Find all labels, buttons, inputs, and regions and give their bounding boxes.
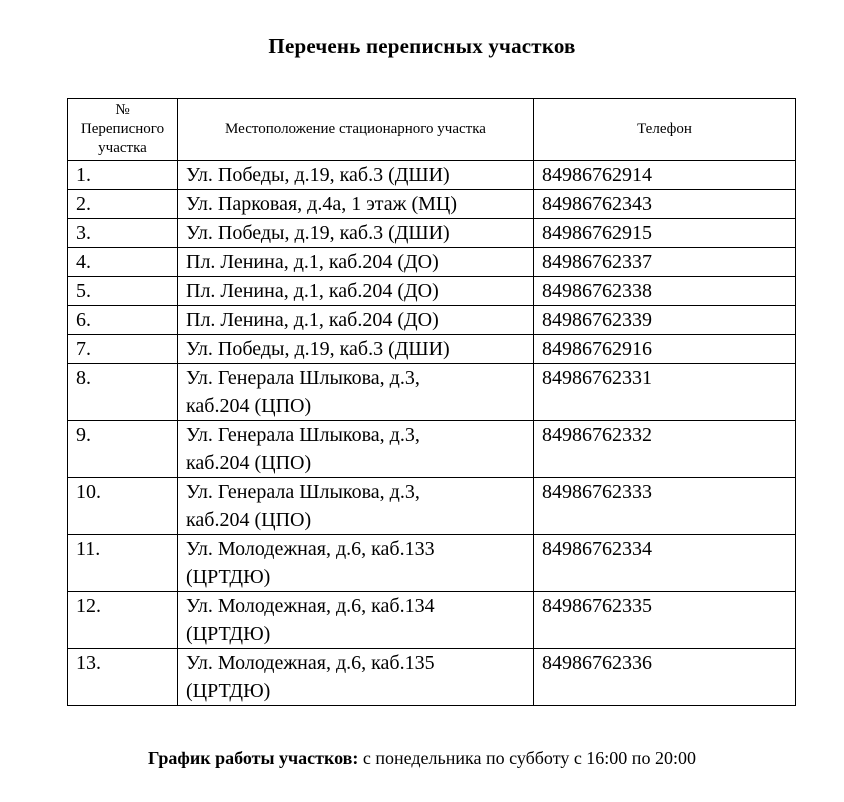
cell-location: Ул. Генерала Шлыкова, д.3, каб.204 (ЦПО) [178, 364, 534, 421]
table-row [68, 219, 796, 248]
table-row [68, 190, 796, 219]
table-row [68, 478, 796, 535]
table-row [68, 535, 796, 592]
table-row [68, 649, 796, 706]
cell-number: 11. [68, 535, 178, 592]
cell-location: Ул. Победы, д.19, каб.3 (ДШИ) [178, 335, 534, 364]
cell-phone: 84986762334 [534, 535, 796, 592]
cell-number: 9. [68, 421, 178, 478]
cell-number: 4. [68, 248, 178, 277]
table-row [68, 277, 796, 306]
table-body [68, 161, 796, 706]
cell-number: 12. [68, 592, 178, 649]
cell-phone: 84986762335 [534, 592, 796, 649]
cell-phone: 84986762916 [534, 335, 796, 364]
cell-phone: 84986762915 [534, 219, 796, 248]
cell-phone: 84986762331 [534, 364, 796, 421]
schedule-value: с понедельника по субботу с 16:00 по 20:00 [358, 748, 696, 768]
cell-location: Ул. Генерала Шлыкова, д.3, каб.204 (ЦПО) [178, 421, 534, 478]
cell-location: Ул. Победы, д.19, каб.3 (ДШИ) [178, 161, 534, 190]
cell-phone: 84986762338 [534, 277, 796, 306]
cell-location: Пл. Ленина, д.1, каб.204 (ДО) [178, 277, 534, 306]
cell-number: 7. [68, 335, 178, 364]
table-header-row [68, 99, 796, 161]
cell-number: 10. [68, 478, 178, 535]
cell-location: Пл. Ленина, д.1, каб.204 (ДО) [178, 248, 534, 277]
cell-phone: 84986762339 [534, 306, 796, 335]
table-row [68, 161, 796, 190]
table-header-number: № Переписного участка [68, 99, 178, 161]
table-header-phone: Телефон [534, 99, 796, 161]
table-row [68, 364, 796, 421]
cell-number: 1. [68, 161, 178, 190]
cell-number: 5. [68, 277, 178, 306]
cell-number: 6. [68, 306, 178, 335]
table-header-location: Местоположение стационарного участка [178, 99, 534, 161]
table-row [68, 592, 796, 649]
cell-location: Ул. Парковая, д.4а, 1 этаж (МЦ) [178, 190, 534, 219]
cell-location: Ул. Молодежная, д.6, каб.135 (ЦРТДЮ) [178, 649, 534, 706]
cell-phone: 84986762343 [534, 190, 796, 219]
footer-schedule [0, 746, 844, 770]
table-row [68, 421, 796, 478]
cell-number: 2. [68, 190, 178, 219]
cell-phone: 84986762914 [534, 161, 796, 190]
cell-location: Ул. Генерала Шлыкова, д.3, каб.204 (ЦПО) [178, 478, 534, 535]
table-row [68, 335, 796, 364]
page-title: Перечень переписных участков [268, 34, 576, 58]
cell-phone: 84986762332 [534, 421, 796, 478]
table-row [68, 248, 796, 277]
cell-phone: 84986762337 [534, 248, 796, 277]
cell-location: Пл. Ленина, д.1, каб.204 (ДО) [178, 306, 534, 335]
cell-location: Ул. Победы, д.19, каб.3 (ДШИ) [178, 219, 534, 248]
cell-phone: 84986762336 [534, 649, 796, 706]
census-table [67, 98, 796, 706]
table-header [68, 99, 796, 161]
cell-number: 8. [68, 364, 178, 421]
cell-location: Ул. Молодежная, д.6, каб.133 (ЦРТДЮ) [178, 535, 534, 592]
cell-number: 3. [68, 219, 178, 248]
cell-location: Ул. Молодежная, д.6, каб.134 (ЦРТДЮ) [178, 592, 534, 649]
cell-phone: 84986762333 [534, 478, 796, 535]
schedule-label: График работы участков: [148, 748, 359, 768]
cell-number: 13. [68, 649, 178, 706]
table-row [68, 306, 796, 335]
